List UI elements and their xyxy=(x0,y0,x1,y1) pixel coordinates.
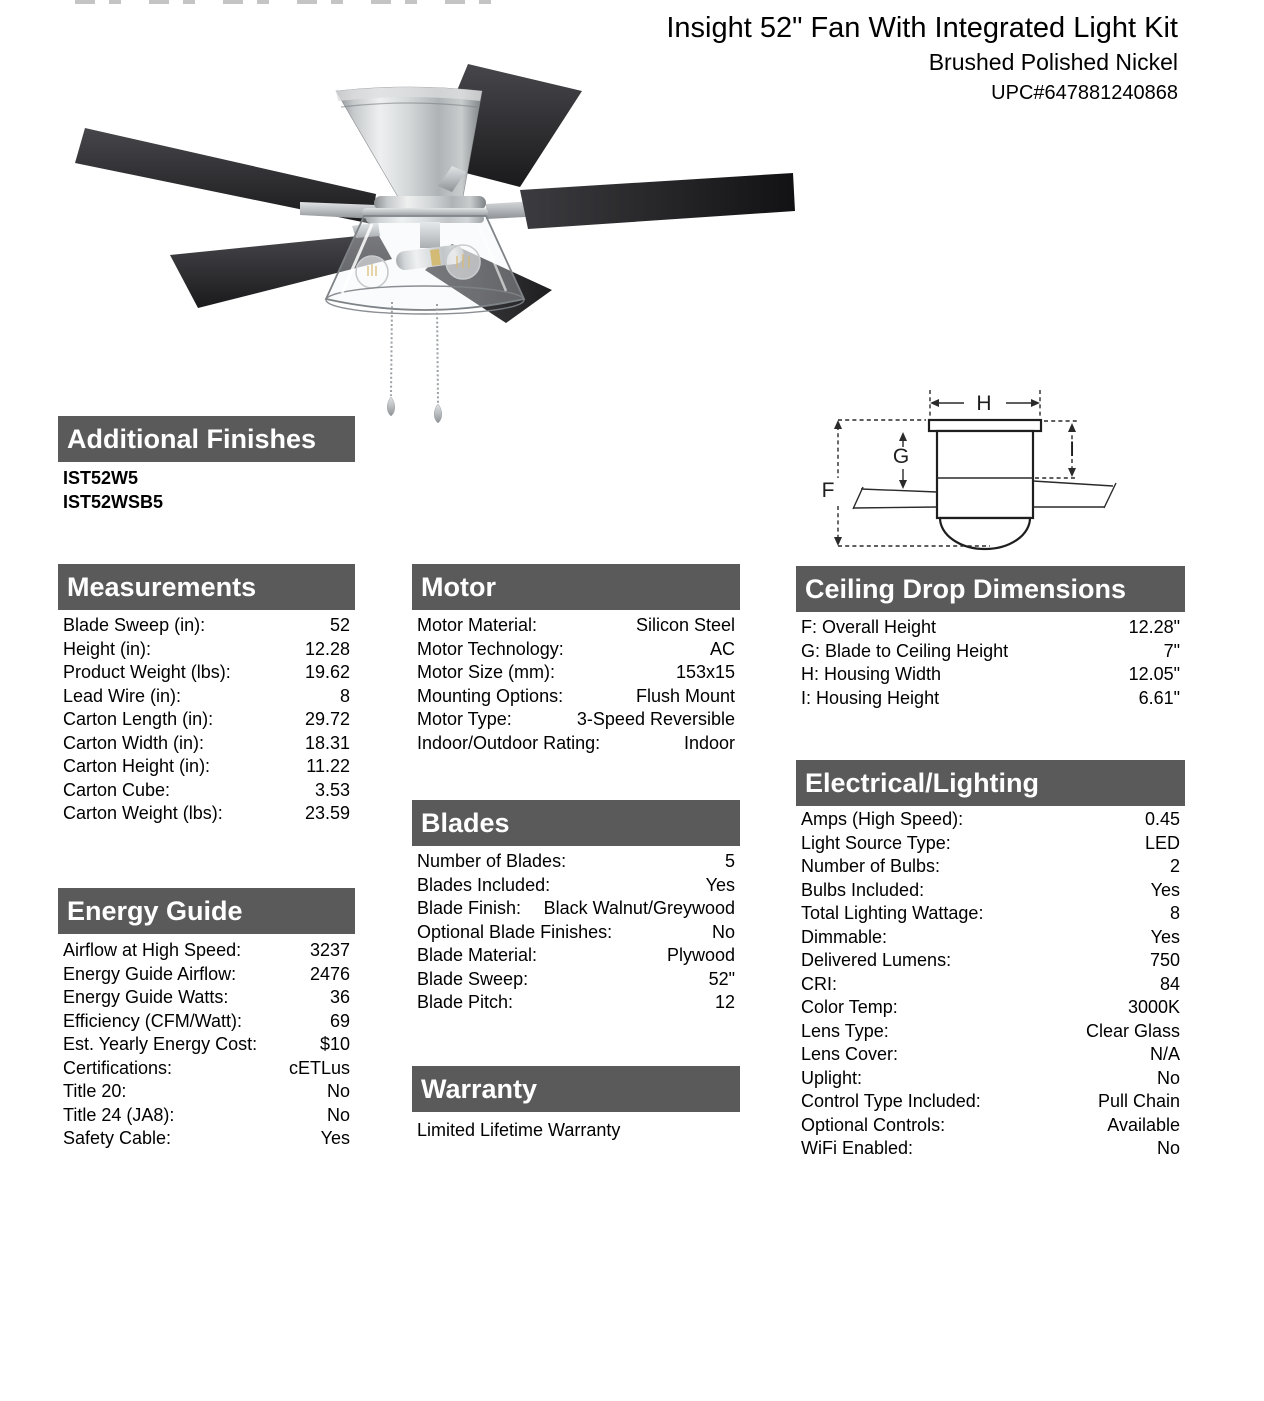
spec-row xyxy=(796,1137,1185,1161)
spec-label: CRI: xyxy=(801,973,837,994)
spec-table xyxy=(796,808,1185,1161)
spec-value: No xyxy=(326,1104,350,1125)
spec-row xyxy=(58,1080,355,1104)
spec-row xyxy=(58,1010,355,1034)
fan-body xyxy=(937,431,1033,518)
spec-row xyxy=(58,732,355,756)
fan-dome xyxy=(940,518,1030,549)
section-energy-guide xyxy=(58,888,355,1148)
spec-label: Carton Width (in): xyxy=(63,732,205,753)
spec-value: 12.05" xyxy=(1128,664,1180,684)
spec-row xyxy=(796,1067,1185,1091)
spec-row xyxy=(796,832,1185,856)
spec-table xyxy=(58,939,355,1151)
spec-value: Silicon Steel xyxy=(635,615,735,635)
spec-label: Energy Guide Watts: xyxy=(63,987,229,1007)
spec-label: Efficiency (CFM/Watt): xyxy=(63,1010,243,1031)
spec-value: N/A xyxy=(1149,1044,1180,1064)
spec-row xyxy=(58,614,355,638)
spec-value: AC xyxy=(709,638,735,659)
spec-value: 7" xyxy=(1163,640,1180,661)
spec-value: Yes xyxy=(320,1128,350,1148)
ceiling-line xyxy=(1033,481,1116,508)
spec-value: 153x15 xyxy=(675,662,735,682)
spec-label: Indoor/Outdoor Rating: xyxy=(417,732,601,753)
spec-label: WiFi Enabled: xyxy=(801,1138,914,1158)
spec-label: Motor Size (mm): xyxy=(417,662,556,682)
spec-label: Delivered Lumens: xyxy=(801,950,952,970)
arrowhead xyxy=(930,399,939,407)
spec-row xyxy=(412,991,740,1015)
spec-row xyxy=(412,732,740,756)
spec-label: Uplight: xyxy=(801,1067,863,1088)
spec-label: Optional Controls: xyxy=(801,1114,946,1135)
spec-row xyxy=(58,986,355,1010)
section-blades xyxy=(412,800,740,1012)
section-measurements xyxy=(58,564,355,823)
spec-row xyxy=(58,1104,355,1128)
spec-row xyxy=(412,874,740,898)
spec-row xyxy=(412,897,740,921)
spec-value: 11.22 xyxy=(306,756,350,776)
product-upc: UPC#647881240868 xyxy=(991,82,1178,104)
spec-value: No xyxy=(326,1081,350,1101)
spec-table xyxy=(412,614,740,755)
spec-value: No xyxy=(1156,1067,1180,1088)
arrowhead xyxy=(1068,423,1076,432)
spec-row xyxy=(58,708,355,732)
arrowhead xyxy=(899,480,907,489)
spec-label: Number of Bulbs: xyxy=(801,856,941,876)
spec-row xyxy=(796,687,1185,711)
spec-label: Motor Material: xyxy=(417,615,538,635)
spec-row xyxy=(796,879,1185,903)
spec-label: F: Overall Height xyxy=(801,617,937,637)
spec-value: 52" xyxy=(708,968,735,989)
spec-row xyxy=(412,921,740,945)
spec-label: Certifications: xyxy=(63,1057,173,1078)
spec-row xyxy=(412,944,740,968)
spec-value: Available xyxy=(1107,1114,1180,1135)
pull-chain-tassel xyxy=(387,397,395,416)
spec-label: Lens Cover: xyxy=(801,1044,899,1064)
spec-label: Number of Blades: xyxy=(417,851,567,871)
spec-label: Carton Cube: xyxy=(63,779,171,800)
warranty-text: Limited Lifetime Warranty xyxy=(417,1120,621,1140)
spec-label: Amps (High Speed): xyxy=(801,809,964,829)
spec-row xyxy=(796,1043,1185,1067)
spec-value: 84 xyxy=(1159,973,1180,994)
spec-row xyxy=(58,1033,355,1057)
spec-row xyxy=(412,638,740,662)
spec-row xyxy=(58,1057,355,1081)
spec-value: 23.59 xyxy=(304,803,350,823)
pull-chain-tassel xyxy=(434,404,442,423)
spec-label: Lens Type: xyxy=(801,1020,889,1041)
spec-value: 8 xyxy=(339,685,350,706)
finish-list xyxy=(58,466,355,514)
section-ceiling-drop xyxy=(796,566,1185,708)
section-additional-finishes xyxy=(58,416,355,512)
spec-value: 12 xyxy=(714,992,735,1012)
spec-label: Blade Sweep (in): xyxy=(63,615,206,635)
dim-label-f: F xyxy=(821,479,835,502)
spec-row xyxy=(796,1114,1185,1138)
arrowhead xyxy=(834,537,842,546)
section-header: Energy Guide xyxy=(58,888,355,934)
arrowhead xyxy=(1031,399,1040,407)
spec-row xyxy=(412,614,740,638)
spec-value: Indoor xyxy=(683,732,735,753)
spec-value: 0.45 xyxy=(1144,809,1180,829)
spec-label: Blade Sweep: xyxy=(417,968,529,989)
product-title: Insight 52" Fan With Integrated Light Kit xyxy=(666,12,1178,44)
spec-value: Yes xyxy=(1150,926,1180,947)
spec-row xyxy=(796,1090,1185,1114)
section-header: Measurements xyxy=(58,564,355,610)
spec-table xyxy=(796,616,1185,710)
spec-row xyxy=(58,802,355,826)
spec-row xyxy=(58,638,355,662)
section-header: Blades xyxy=(412,800,740,846)
spec-value: No xyxy=(1156,1138,1180,1158)
spec-row xyxy=(796,973,1185,997)
spec-value: 3-Speed Reversible xyxy=(576,709,735,729)
spec-row xyxy=(58,939,355,963)
motor-hub xyxy=(374,196,486,210)
spec-value: Flush Mount xyxy=(635,685,735,706)
spec-label: Blade Material: xyxy=(417,945,538,965)
spec-label: Blade Finish: xyxy=(417,898,522,918)
spec-value: Pull Chain xyxy=(1097,1091,1180,1111)
spec-table xyxy=(58,614,355,826)
spec-value: Yes xyxy=(1150,879,1180,900)
fan-mount-plate xyxy=(929,420,1041,431)
arrowhead xyxy=(834,420,842,429)
spec-label: Carton Height (in): xyxy=(63,756,211,776)
spec-label: Est. Yearly Energy Cost: xyxy=(63,1034,258,1054)
spec-label: Product Weight (lbs): xyxy=(63,662,231,682)
spec-row xyxy=(412,685,740,709)
spec-row xyxy=(796,996,1185,1020)
spec-row xyxy=(412,708,740,732)
spec-value: cETLus xyxy=(288,1057,350,1078)
spec-value: 19.62 xyxy=(304,662,350,682)
spec-row xyxy=(796,640,1185,664)
fan-housing xyxy=(336,87,482,201)
spec-value: 3000K xyxy=(1127,997,1180,1017)
spec-label: Color Temp: xyxy=(801,997,898,1017)
spec-row xyxy=(796,855,1185,879)
spec-row xyxy=(796,926,1185,950)
spec-label: Safety Cable: xyxy=(63,1128,172,1148)
spec-label: I: Housing Height xyxy=(801,687,940,708)
spec-value: 3.53 xyxy=(314,779,350,800)
finish-item: IST52W5 xyxy=(63,468,139,488)
spec-value: 18.31 xyxy=(304,732,350,753)
spec-label: Title 24 (JA8): xyxy=(63,1104,175,1125)
spec-value: 6.61" xyxy=(1138,687,1180,708)
spec-label: Carton Length (in): xyxy=(63,709,214,729)
spec-row xyxy=(796,902,1185,926)
spec-value: 3237 xyxy=(309,940,350,960)
spec-label: Total Lighting Wattage: xyxy=(801,903,984,923)
section-electrical-lighting xyxy=(796,760,1185,1158)
spec-label: G: Blade to Ceiling Height xyxy=(801,640,1009,661)
spec-label: Carton Weight (lbs): xyxy=(63,803,223,823)
section-header: Additional Finishes xyxy=(58,416,355,462)
section-header: Motor xyxy=(412,564,740,610)
spec-label: Blades Included: xyxy=(417,874,551,895)
spec-value: 5 xyxy=(724,851,735,871)
spec-value: 29.72 xyxy=(304,709,350,729)
dim-label-g: G xyxy=(892,445,910,468)
spec-label: Optional Blade Finishes: xyxy=(417,921,613,942)
spec-row xyxy=(796,808,1185,832)
spec-label: Control Type Included: xyxy=(801,1091,981,1111)
section-warranty xyxy=(412,1066,740,1140)
spec-row xyxy=(412,661,740,685)
spec-row xyxy=(412,968,740,992)
spec-row xyxy=(796,663,1185,687)
spec-label: Mounting Options: xyxy=(417,685,564,706)
spec-label: Airflow at High Speed: xyxy=(63,940,242,960)
spec-value: Yes xyxy=(705,874,735,895)
ceiling-line xyxy=(853,487,937,509)
section-header: Warranty xyxy=(412,1066,740,1112)
spec-row xyxy=(796,1020,1185,1044)
section-header: Ceiling Drop Dimensions xyxy=(796,566,1185,612)
spec-row xyxy=(412,850,740,874)
spec-value: 36 xyxy=(329,987,350,1007)
spec-label: Energy Guide Airflow: xyxy=(63,963,237,984)
spec-row xyxy=(58,661,355,685)
spec-label: Height (in): xyxy=(63,638,152,659)
section-header: Electrical/Lighting xyxy=(796,760,1185,806)
finish-item: IST52WSB5 xyxy=(63,492,164,512)
arrowhead xyxy=(1068,468,1076,477)
spec-value: 52 xyxy=(329,615,350,635)
ceiling-drop-diagram xyxy=(820,380,1180,565)
spec-value: 2 xyxy=(1169,856,1180,876)
arrowhead xyxy=(899,432,907,441)
spec-row xyxy=(58,755,355,779)
spec-row xyxy=(58,963,355,987)
spec-value: 69 xyxy=(329,1010,350,1031)
spec-value: Plywood xyxy=(666,945,735,965)
product-finish: Brushed Polished Nickel xyxy=(928,49,1178,75)
spec-row xyxy=(796,949,1185,973)
spec-label: H: Housing Width xyxy=(801,664,942,684)
spec-label: Light Source Type: xyxy=(801,832,951,853)
spec-value: 8 xyxy=(1169,903,1180,923)
spec-row xyxy=(58,685,355,709)
spec-value: 2476 xyxy=(309,963,350,984)
spec-value: LED xyxy=(1144,832,1180,853)
spec-label: Lead Wire (in): xyxy=(63,685,182,706)
spec-value: Clear Glass xyxy=(1085,1020,1180,1041)
spec-value: 12.28" xyxy=(1128,617,1180,637)
spec-table xyxy=(412,850,740,1015)
pull-chain xyxy=(391,302,392,396)
fan-blade xyxy=(520,173,795,229)
dim-label-h: H xyxy=(976,392,992,415)
spec-label: Bulbs Included: xyxy=(801,879,925,900)
spec-value: 12.28 xyxy=(304,638,350,659)
spec-value: No xyxy=(711,921,735,942)
spec-value: 750 xyxy=(1149,950,1180,970)
spec-label: Title 20: xyxy=(63,1081,127,1101)
spec-label: Blade Pitch: xyxy=(417,992,514,1012)
spec-value: Black Walnut/Greywood xyxy=(543,898,735,918)
spec-label: Dimmable: xyxy=(801,926,888,947)
dim-label-i: I xyxy=(1069,438,1075,461)
spec-row xyxy=(796,616,1185,640)
spec-row xyxy=(58,779,355,803)
cutoff-logo-marks xyxy=(75,0,511,4)
spec-value: $10 xyxy=(319,1034,350,1054)
product-image-fan xyxy=(50,55,810,475)
pull-chain xyxy=(437,304,438,403)
spec-label: Motor Type: xyxy=(417,709,512,729)
spec-row xyxy=(58,1127,355,1151)
section-motor xyxy=(412,564,740,753)
spec-label: Motor Technology: xyxy=(417,638,564,659)
